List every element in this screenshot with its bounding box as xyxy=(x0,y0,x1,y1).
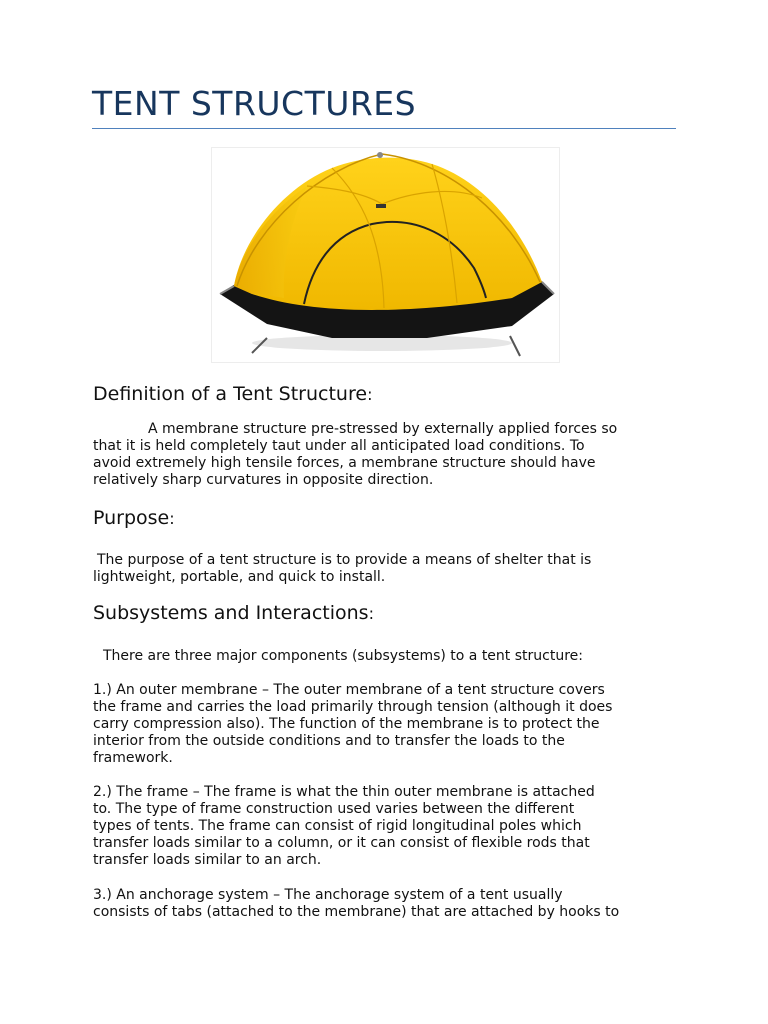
definition-paragraph xyxy=(93,421,678,489)
list-item-frame xyxy=(93,784,678,869)
subsystems-heading xyxy=(93,602,374,624)
item-line: 1.) An outer membrane – The outer membrane of a tent structure covers xyxy=(93,682,605,698)
list-item-anchorage-system xyxy=(93,887,678,921)
item-line: 2.) The frame – The frame is what the thin outer membrane is attached xyxy=(93,784,595,800)
definition-heading xyxy=(93,383,372,405)
item-line: consists of tabs (attached to the membrane) that are attached by hooks to xyxy=(93,904,620,920)
purpose-paragraph xyxy=(93,552,678,586)
item-line: the frame and carries the load primarily through tension (although it does xyxy=(93,699,613,715)
definition-line xyxy=(93,421,678,438)
item-line: carry compression also). The function of the membrane is to protect the xyxy=(93,716,600,732)
definition-heading-text: Definition of a Tent Structure xyxy=(93,383,368,405)
subsystems-heading-colon: : xyxy=(368,604,374,623)
definition-line: relatively sharp curvatures in opposite direction. xyxy=(93,472,434,488)
definition-heading-colon: : xyxy=(367,385,373,404)
tent-illustration xyxy=(212,148,559,362)
item-line: transfer loads similar to a column, or it can consist of flexible rods that xyxy=(93,835,590,851)
purpose-heading xyxy=(93,507,175,529)
definition-line-text: A membrane structure pre-stressed by externally applied forces so xyxy=(148,421,618,437)
purpose-line xyxy=(93,552,678,569)
subsystems-intro-text: There are three major components (subsystems) to a tent structure: xyxy=(103,648,583,664)
tent-photo xyxy=(211,147,560,363)
purpose-heading-colon: : xyxy=(169,509,175,528)
item-line: types of tents. The frame can consist of rigid longitudinal poles which xyxy=(93,818,582,834)
subsystems-intro-line xyxy=(93,648,678,665)
purpose-line: lightweight, portable, and quick to install. xyxy=(93,569,386,585)
definition-line: that it is held completely taut under all anticipated load conditions. To xyxy=(93,438,585,454)
item-line: interior from the outside conditions and to transfer the loads to the xyxy=(93,733,565,749)
subsystems-intro xyxy=(93,648,678,665)
item-line: 3.) An anchorage system – The anchorage system of a tent usually xyxy=(93,887,563,903)
document-title: TENT STRUCTURES xyxy=(92,84,417,123)
definition-line: avoid extremely high tensile forces, a membrane structure should have xyxy=(93,455,596,471)
item-line: transfer loads similar to an arch. xyxy=(93,852,322,868)
title-underline xyxy=(92,128,676,129)
subsystems-heading-text: Subsystems and Interactions xyxy=(93,602,369,624)
purpose-heading-text: Purpose xyxy=(93,507,170,529)
item-line: to. The type of frame construction used varies between the different xyxy=(93,801,575,817)
list-item-outer-membrane xyxy=(93,682,678,767)
item-line: framework. xyxy=(93,750,173,766)
purpose-line-text: The purpose of a tent structure is to provide a means of shelter that is xyxy=(97,552,592,568)
